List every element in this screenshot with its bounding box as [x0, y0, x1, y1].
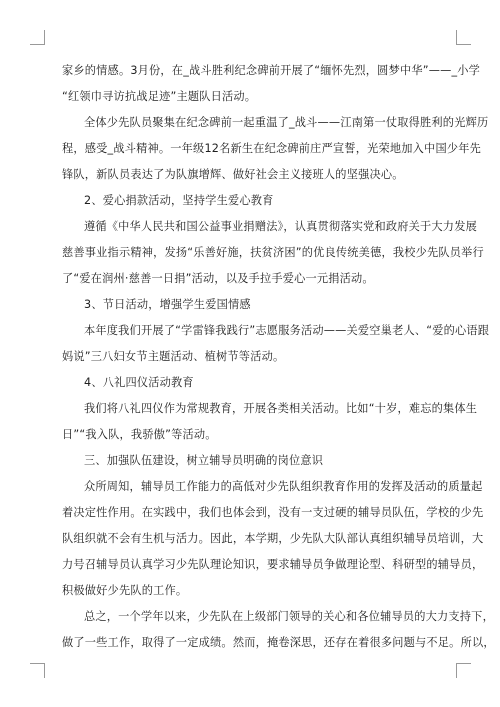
- text-line: 本年度我们开展了“学雷锋我践行”志愿服务活动——关爱空巢老人、“爱的心语跟: [84, 324, 490, 337]
- text-line: 遵循《中华人民共和国公益事业捐赠法》，认真贯彻落实党和政府关于大力发展: [84, 220, 477, 233]
- text-line: 力号召辅导员认真学习少先队理论知识，要求辅导员争做理论型、科研型的辅导员，: [62, 558, 484, 571]
- text-line: 全体少先队员聚集在纪念碑前一起重温了_战斗——江南第一仗取得胜利的光辉历: [84, 116, 489, 129]
- text-line: 众所周知，辅导员工作能力的高低对少先队组织教育作用的发挥及活动的质量起: [84, 480, 483, 493]
- crop-mark-bottom-left: [30, 663, 45, 678]
- section-heading: 4、八礼四仪活动教育: [84, 376, 194, 389]
- text-line: 家乡的情感。3月份，在_战斗胜利纪念碑前开展了“缅怀先烈，圆梦中华”——_小学: [62, 64, 481, 77]
- crop-mark-top-left: [30, 30, 45, 45]
- section-heading: 三、加强队伍建设，树立辅导员明确的岗位意识: [84, 454, 324, 467]
- text-line: 慈善事业指示精神，发扬“乐善好施，扶贫济困”的优良传统美德，我校少先队员举行: [62, 246, 484, 259]
- text-line: 妈说”三八妇女节主题活动、植树节等活动。: [62, 350, 285, 363]
- text-line: 锋队，新队员表达了为队旗增辉、做好社会主义接班人的坚强决心。: [62, 168, 404, 181]
- text-line: 着决定性作用。在实践中，我们也体会到，没有一支过硬的辅导员队伍，学校的少先: [62, 506, 484, 519]
- document-body: [62, 58, 495, 656]
- crop-mark-bottom-right: [456, 663, 471, 678]
- section-heading: 2、爱心捐款活动，坚持学生爱心教育: [84, 194, 274, 207]
- text-line: 积极做好少先队的工作。: [62, 584, 188, 597]
- crop-mark-top-right: [456, 30, 471, 45]
- text-line: 队组织就不会有生机与活力。因此，本学期，少先队大队部认真组织辅导员培训，大: [62, 532, 484, 545]
- text-line: 做了一些工作，取得了一定成绩。然而，掩卷深思，还存在着很多问题与不足。所以，: [62, 636, 495, 649]
- section-heading: 3、节日活动，增强学生爱国情感: [84, 298, 251, 311]
- text-line: 日”“我入队，我骄傲”等活动。: [62, 428, 217, 441]
- text-line: 程，感受_战斗精神。一年级12名新生在纪念碑前庄严宣誓，光荣地加入中国少年先: [62, 142, 481, 155]
- text-line: 我们将八礼四仪作为常规教育，开展各类相关活动。比如“十岁，难忘的集体生: [84, 402, 478, 415]
- text-line: 了“爱在润州·慈善一日捐”活动，以及手拉手爱心一元捐活动。: [62, 272, 374, 285]
- text-line: 总之，一个学年以来，少先队在上级部门领导的关心和各位辅导员的大力支持下，: [84, 610, 494, 623]
- text-line: “红领巾寻访抗战足迹”主题队日活动。: [62, 90, 257, 103]
